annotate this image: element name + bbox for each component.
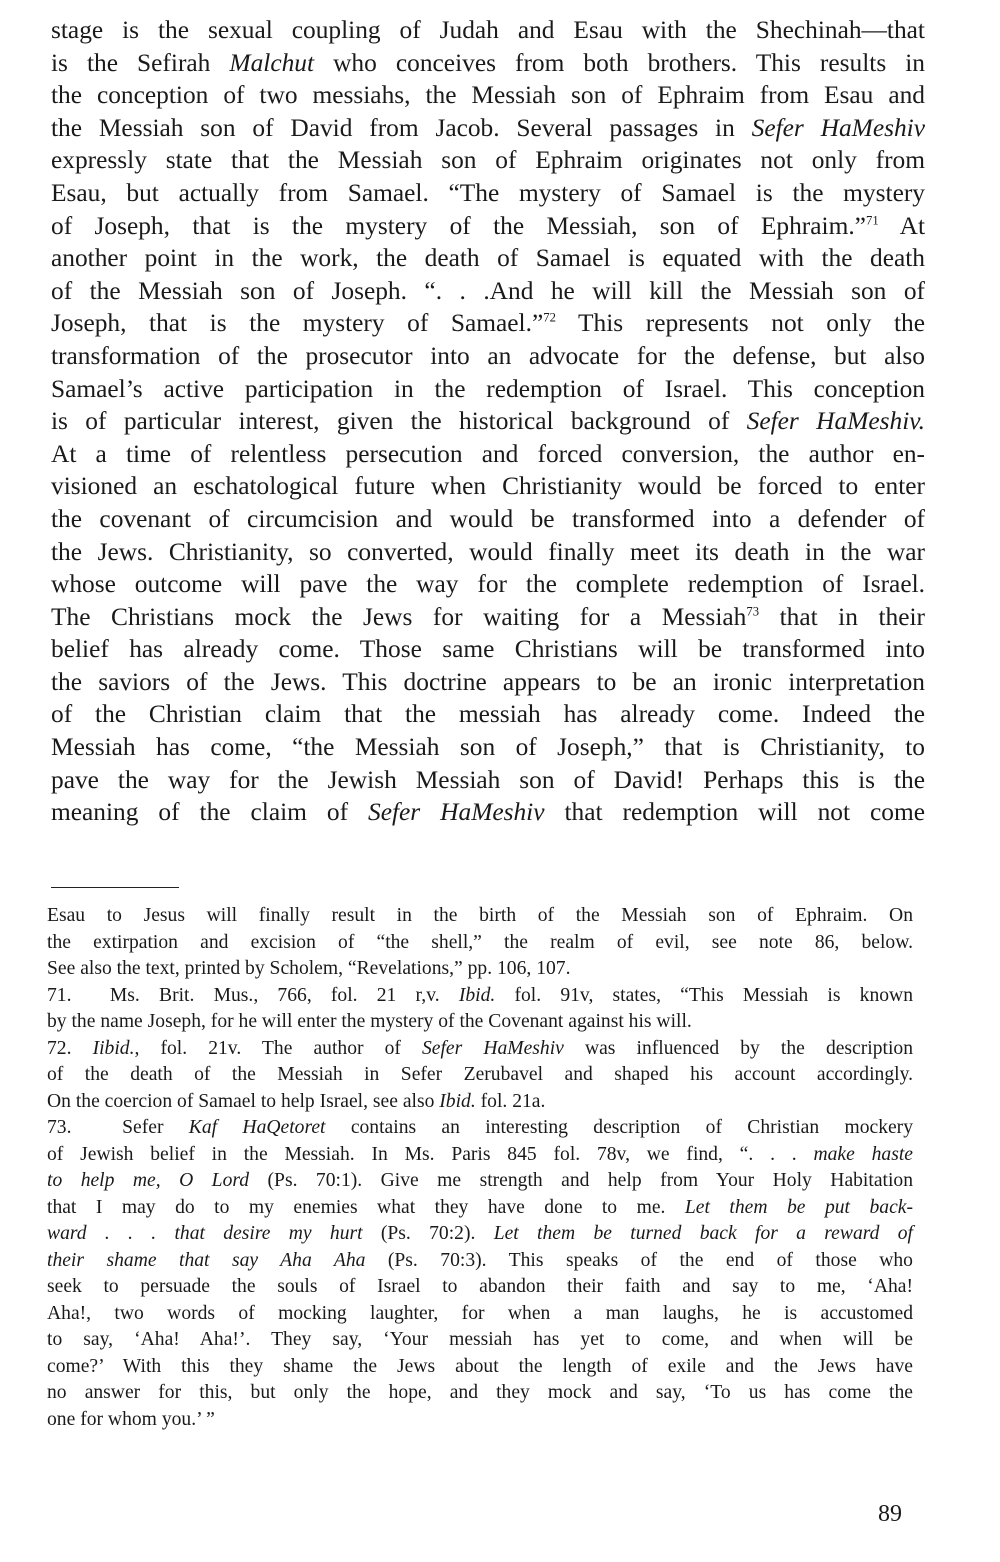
footnote-line: of the death of the Messiah in Sefer Zerubavel and shaped his account accordingly. [47,1064,913,1085]
body-text-line: expressly state that the Messiah son of Ephraim originates not only from [51,146,925,175]
footnote-line: 73. Sefer Kaf HaQetoret contains an interesting description of Christian mockery [47,1117,914,1138]
footnote-line: to help me, O Lord (Ps. 70:1). Give me strength and help from Your Holy Habitation [47,1170,913,1191]
main-body-text [51,14,925,829]
body-text-line: belief has already come. Those same Christians will be transformed into [51,635,925,664]
body-text-line: meaning of the claim of Sefer HaMeshiv that redemption will not come [51,798,926,827]
footnote-line: their shame that say Aha Aha (Ps. 70:3). This speaks of the end of those who [47,1249,913,1271]
body-text-line: the conception of two messiahs, the Messiah son of Ephraim from Esau and [51,81,925,110]
footnote-line: one for whom you.’ ” [47,1408,215,1430]
footnote-line: ward . . . that desire my hurt (Ps. 70:2). Let them be turned back for a reward of [47,1223,913,1244]
footnote-line: of Jewish belief in the Messiah. In Ms. Paris 845 fol. 78v, we find, “. . . make haste [47,1143,913,1165]
footnote-line: that I may do to my enemies what they have done to me. Let them be put back- [47,1196,913,1218]
body-text-line: The Christians mock the Jews for waiting for a Messiah$^{73}$ that in their [51,602,925,631]
footnote-line: to say, ‘Aha! Aha!’. They say, ‘Your messiah has yet to come, and when will be [47,1329,913,1350]
footnote-line: seek to persuade the souls of Israel to abandon their faith and say to me, ‘Aha! [47,1276,913,1297]
body-text-line: At a time of relentless persecution and forced conversion, the author en- [51,439,925,468]
body-text-line: the Messiah son of David from Jacob. Several passages in Sefer HaMeshiv [51,113,925,142]
body-text-line: the covenant of circumcision and would be transformed into a defender of [51,504,925,533]
footnote-line: Aha!, two words of mocking laughter, for when a man laughs, he is accustomed [47,1302,913,1324]
footnote-line: On the coercion of Samael to help Israel, see also Ibid. fol. 21a. [47,1090,546,1112]
footnote-line: Esau to Jesus will finally result in the birth of the Messiah son of Ephraim. On [47,905,913,926]
footnote-line: the extirpation and excision of “the shell,” the realm of evil, see note 86, below. [47,931,913,953]
footnote-line: no answer for this, but only the hope, and they mock and say, ‘To us has come the [47,1382,913,1403]
footnotes [47,903,913,1433]
body-text-line: stage is the sexual coupling of Judah and Esau with the Shechinah—that [51,16,925,44]
body-text-line: is of particular interest, given the historical background of Sefer HaMeshiv. [51,407,925,436]
footnote-line: come?’ With this they shame the Jews about the length of exile and the Jews have [47,1355,913,1377]
page-number: 89 [878,1501,902,1527]
body-text-line: visioned an eschatological future when Christianity would be forced to enter [51,472,925,501]
body-text-line: transformation of the prosecutor into an advocate for the defense, but also [51,341,925,370]
body-text-line: Samael’s active participation in the redemption of Israel. This conception [51,374,925,403]
footnote-line: by the name Joseph, for he will enter the mystery of the Covenant against his will. [47,1011,692,1032]
body-text-line: of Joseph, that is the mystery of the Messiah, son of Ephraim.”$^{71}$ At [51,211,925,240]
body-text-line: pave the way for the Jewish Messiah son of David! Perhaps this is the [51,765,925,794]
footnote-line: See also the text, printed by Scholem, “Revelations,” pp. 106, 107. [47,958,571,979]
body-text-line: is the Sefirah Malchut who conceives from both brothers. This results in [51,48,926,77]
footnote-separator-rule [51,887,179,888]
body-text-line: Joseph, that is the mystery of Samael.”$^{72}$ This represents not only the [51,309,925,338]
body-text-line: another point in the work, the death of Samael is equated with the death [51,244,925,273]
body-text-line: the saviors of the Jews. This doctrine appears to be an ironic interpretation [51,667,925,696]
body-text-line: whose outcome will pave the way for the complete redemption of Israel. [51,570,925,599]
body-text-line: Messiah has come, “the Messiah son of Joseph,” that is Christianity, to [51,733,925,762]
body-text-line: the Jews. Christianity, so converted, would finally meet its death in the war [51,537,925,566]
body-text-line: of the Christian claim that the messiah has already come. Indeed the [51,700,925,729]
footnote-line: 72. Iibid., fol. 21v. The author of Sefer HaMeshiv was influenced by the description [47,1037,914,1059]
body-text-line: Esau, but actually from Samael. “The mystery of Samael is the mystery [51,178,925,207]
footnote-line: 71. Ms. Brit. Mus., 766, fol. 21 r,v. Ibid. fol. 91v, states, “This Messiah is known [47,984,913,1006]
body-text-line: of the Messiah son of Joseph. “. . .And he will kill the Messiah son of [51,276,925,305]
